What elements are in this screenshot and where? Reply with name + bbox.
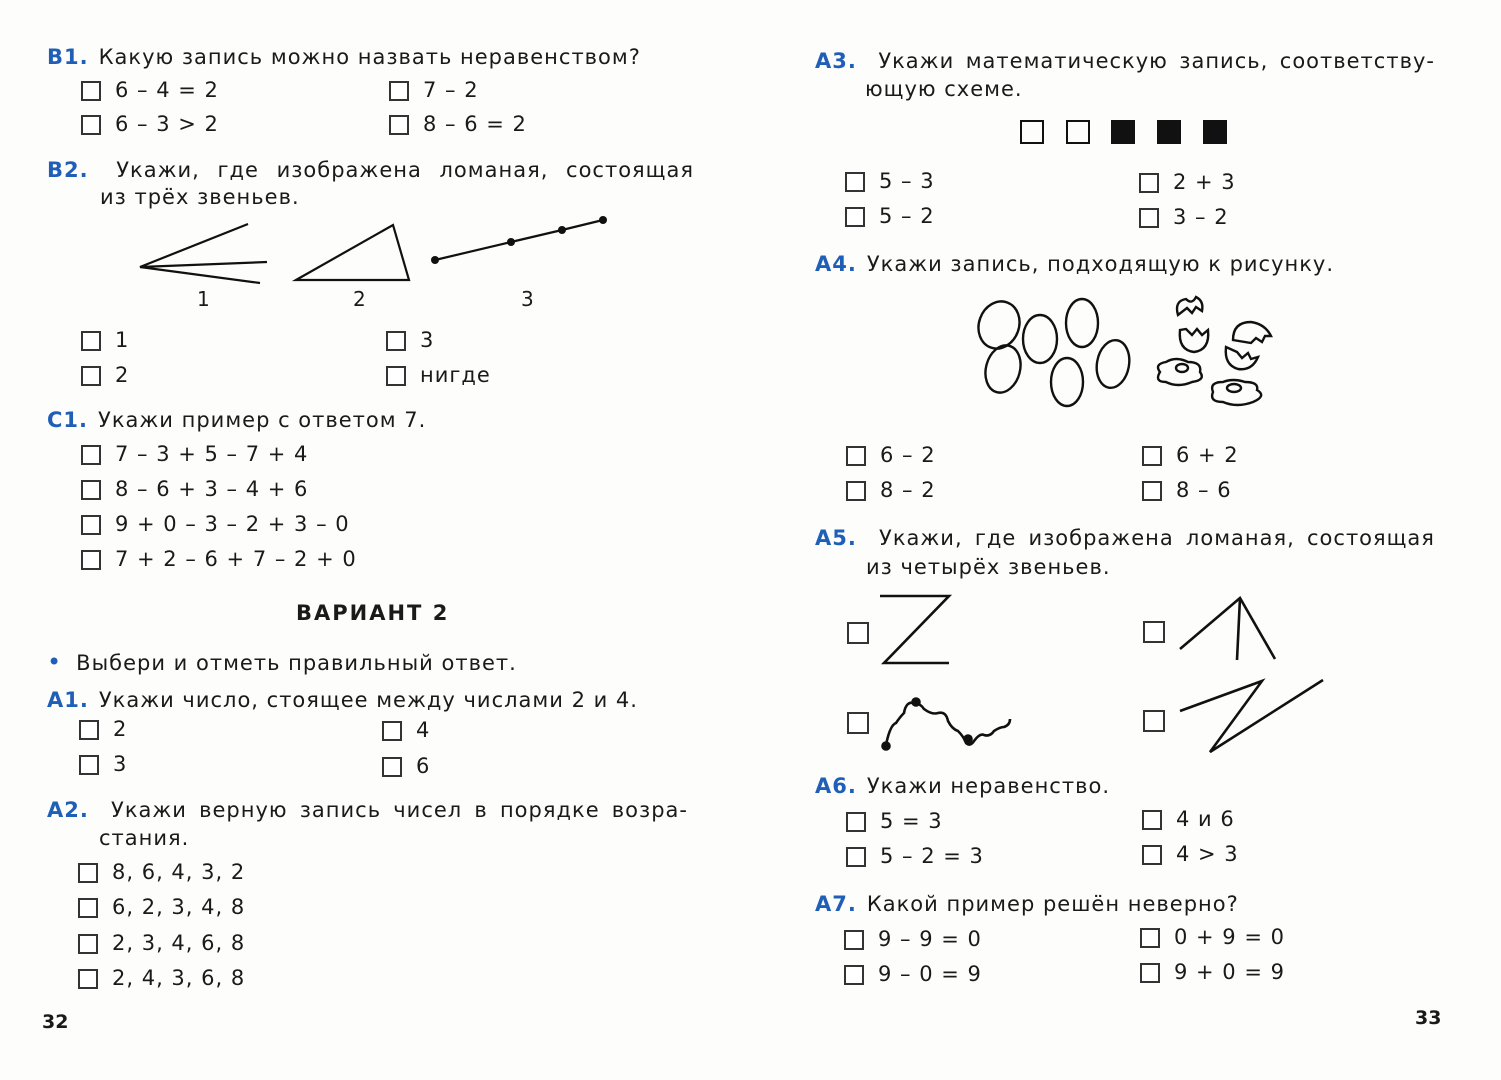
option-a7-2[interactable]: 0 + 9 = 0 xyxy=(1140,923,1285,951)
option-a4-3[interactable]: 8 – 2 xyxy=(846,476,936,504)
question-text: Укажи число, стоящее между числами 2 и 4. xyxy=(98,688,638,712)
question-id: A1. xyxy=(47,688,89,712)
option-b1-3[interactable]: 6 – 3 > 2 xyxy=(81,110,219,138)
question-text: Укажи неравенство. xyxy=(866,774,1110,798)
question-a5-line2: из четырёх звеньев. xyxy=(866,555,1111,579)
instruction: • Выбери и отметь правильный ответ. xyxy=(47,648,517,676)
question-a5-line1: A5. Укажи, где изображена ломаная, состоящая xyxy=(815,526,1435,550)
option-c1-1[interactable]: 7 – 3 + 5 – 7 + 4 xyxy=(81,440,308,468)
question-a7 xyxy=(815,890,1239,918)
checkbox[interactable] xyxy=(844,965,864,985)
option-a4-1[interactable]: 6 – 2 xyxy=(846,441,936,469)
option-c1-2[interactable]: 8 – 6 + 3 – 4 + 6 xyxy=(81,475,308,503)
page-number-left: 32 xyxy=(42,1011,69,1033)
option-a2-2[interactable]: 6, 2, 3, 4, 8 xyxy=(78,893,245,921)
checkbox[interactable] xyxy=(844,930,864,950)
figure-label-3: 3 xyxy=(521,287,534,311)
option-b2-4[interactable]: нигде xyxy=(386,361,491,389)
option-b2-3[interactable]: 2 xyxy=(81,361,129,389)
option-b1-4[interactable]: 8 – 6 = 2 xyxy=(389,110,527,138)
question-id: A5. xyxy=(815,526,857,550)
checkbox[interactable] xyxy=(846,847,866,867)
question-id: A4. xyxy=(815,252,857,276)
question-id: C1. xyxy=(47,408,89,432)
figure-z xyxy=(880,596,949,663)
option-a3-1[interactable]: 5 – 3 xyxy=(845,167,935,195)
option-a1-1[interactable]: 2 xyxy=(79,715,127,743)
option-a2-4[interactable]: 2, 4, 3, 6, 8 xyxy=(78,964,245,992)
question-b2-line1: B2. Укажи, где изображена ломаная, состоящая xyxy=(47,158,694,182)
checkbox[interactable] xyxy=(846,812,866,832)
question-a6 xyxy=(815,772,1110,800)
bullet-icon: • xyxy=(47,648,63,676)
option-a6-2[interactable]: 4 и 6 xyxy=(1142,805,1235,833)
figure-zigzag xyxy=(1180,680,1323,752)
option-a1-3[interactable]: 3 xyxy=(79,750,127,778)
question-a2-line2: стания. xyxy=(99,826,190,850)
question-id: A3. xyxy=(815,49,857,73)
checkbox[interactable] xyxy=(1140,928,1160,948)
page-number-right: 33 xyxy=(1415,1007,1442,1029)
figure-peak xyxy=(1180,598,1275,659)
option-a2-3[interactable]: 2, 3, 4, 6, 8 xyxy=(78,929,245,957)
option-a6-3[interactable]: 5 – 2 = 3 xyxy=(846,842,984,870)
question-b2-line2: из трёх звеньев. xyxy=(100,185,300,209)
question-a3-line1: A3. Укажи математическую запись, соответству- xyxy=(815,49,1435,73)
option-b2-1[interactable]: 1 xyxy=(81,326,129,354)
variant-heading: ВАРИАНТ 2 xyxy=(296,601,450,625)
option-a3-3[interactable]: 5 – 2 xyxy=(845,202,935,230)
option-b2-2[interactable]: 3 xyxy=(386,326,434,354)
question-id: A6. xyxy=(815,774,857,798)
checkbox[interactable] xyxy=(1142,810,1162,830)
option-c1-3[interactable]: 9 + 0 – 3 – 2 + 3 – 0 xyxy=(81,510,350,538)
option-a1-2[interactable]: 4 xyxy=(382,716,430,744)
question-id: A7. xyxy=(815,892,857,916)
option-c1-4[interactable]: 7 + 2 – 6 + 7 – 2 + 0 xyxy=(81,545,357,573)
option-a3-2[interactable]: 2 + 3 xyxy=(1139,168,1236,196)
question-text: Укажи пример с ответом 7. xyxy=(98,408,427,432)
checkbox[interactable] xyxy=(1140,963,1160,983)
question-id: B1. xyxy=(47,45,89,69)
option-a2-1[interactable]: 8, 6, 4, 3, 2 xyxy=(78,858,245,886)
question-id: B2. xyxy=(47,158,89,182)
question-text: Укажи запись, подходящую к рисунку. xyxy=(866,252,1335,276)
question-text: Какую запись можно назвать неравенством? xyxy=(98,45,641,69)
option-a6-4[interactable]: 4 > 3 xyxy=(1142,840,1239,868)
figure-wavy xyxy=(886,703,1010,745)
figure-label-2: 2 xyxy=(353,287,366,311)
option-a4-4[interactable]: 8 – 6 xyxy=(1142,476,1232,504)
question-a2-line1: A2. Укажи верную запись чисел в порядке возра- xyxy=(47,798,688,822)
option-b1-1[interactable]: 6 – 4 = 2 xyxy=(81,76,219,104)
question-text: Какой пример решён неверно? xyxy=(866,892,1239,916)
option-a7-3[interactable]: 9 – 0 = 9 xyxy=(844,960,982,988)
option-a7-4[interactable]: 9 + 0 = 9 xyxy=(1140,958,1285,986)
figure-label-1: 1 xyxy=(197,287,210,311)
question-a3-line2: ющую схеме. xyxy=(865,77,1023,101)
checkbox[interactable] xyxy=(1142,845,1162,865)
option-a4-2[interactable]: 6 + 2 xyxy=(1142,441,1239,469)
option-a6-1[interactable]: 5 = 3 xyxy=(846,807,943,835)
option-b1-2[interactable]: 7 – 2 xyxy=(389,76,479,104)
option-a7-1[interactable]: 9 – 9 = 0 xyxy=(844,925,982,953)
option-a3-4[interactable]: 3 – 2 xyxy=(1139,203,1229,231)
option-a1-4[interactable]: 6 xyxy=(382,752,430,780)
question-id: A2. xyxy=(47,798,89,822)
